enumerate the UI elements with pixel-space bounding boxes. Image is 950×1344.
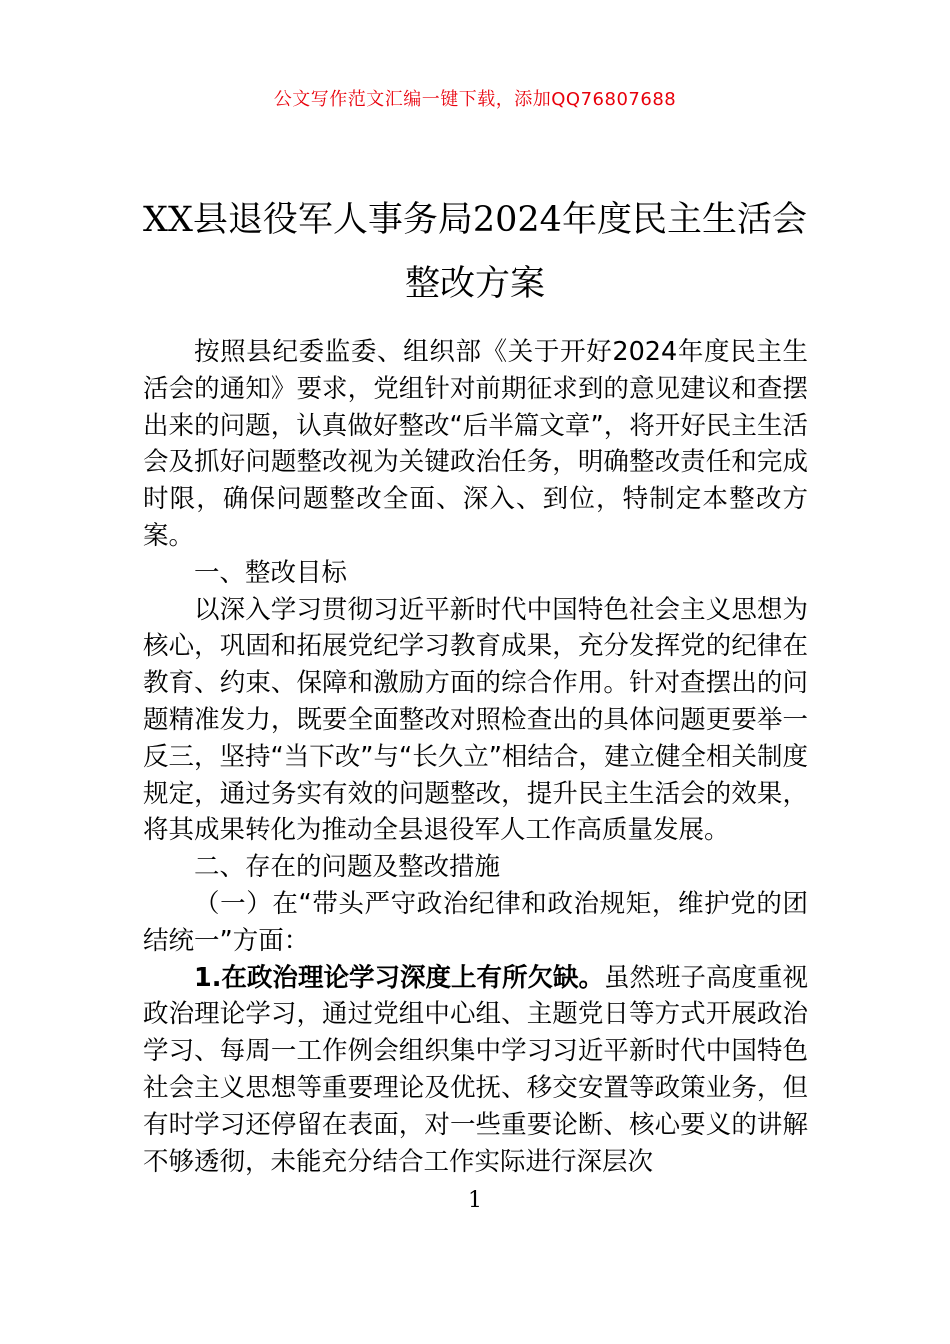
section-heading-goals: 一、整改目标 <box>194 557 348 588</box>
page-number: 1 <box>468 1188 482 1213</box>
item-1-lead: 1.在政治理论学习深度上有所欠缺。 <box>194 962 604 993</box>
item-1-paragraph <box>143 960 808 1181</box>
subsection-heading-1: （一）在“带头严守政治纪律和政治规矩，维护党的团结统一”方面： <box>143 888 808 956</box>
intro-paragraph: 按照县纪委监委、组织部《关于开好2024年度民主生活会的通知》要求，党组针对前期征求到的意见建议和查摆出来的问题，认真做好整改“后半篇文章”，将开好民主生活会及抓好问题整改视为关键政治任务，明确整改责任和完成时限，确保问题整改全面、深入、到位，特制定本整改方案。 <box>143 337 808 551</box>
document-body <box>143 334 808 1180</box>
download-banner: 公文写作范文汇编一键下载，添加QQ76807688 <box>273 89 677 110</box>
document-title: XX县退役军人事务局2024年度民主生活会整改方案 <box>143 200 807 305</box>
item-1-body: 虽然班子高度重视政治理论学习，通过党组中心组、主题党日等方式开展政治学习、每周一工作例会组织集中学习习近平新时代中国特色社会主义思想等重要理论及优抚、移交安置等政策业务，但有时学习还停留在表面，对一些重要论断、核心要义的讲解不够透彻，未能充分结合工作实际进行深层次 <box>143 962 808 1177</box>
goals-paragraph: 以深入学习贯彻习近平新时代中国特色社会主义思想为核心，巩固和拓展党纪学习教育成果，充分发挥党的纪律在教育、约束、保障和激励方面的综合作用。针对查摆出的问题精准发力，既要全面整改对照检查出的具体问题更要举一反三，坚持“当下改”与“长久立”相结合，建立健全相关制度规定，通过务实有效的问题整改，提升民主生活会的效果，将其成果转化为推动全县退役军人工作高质量发展。 <box>143 594 808 846</box>
section-heading-problems: 二、存在的问题及整改措施 <box>194 852 501 883</box>
